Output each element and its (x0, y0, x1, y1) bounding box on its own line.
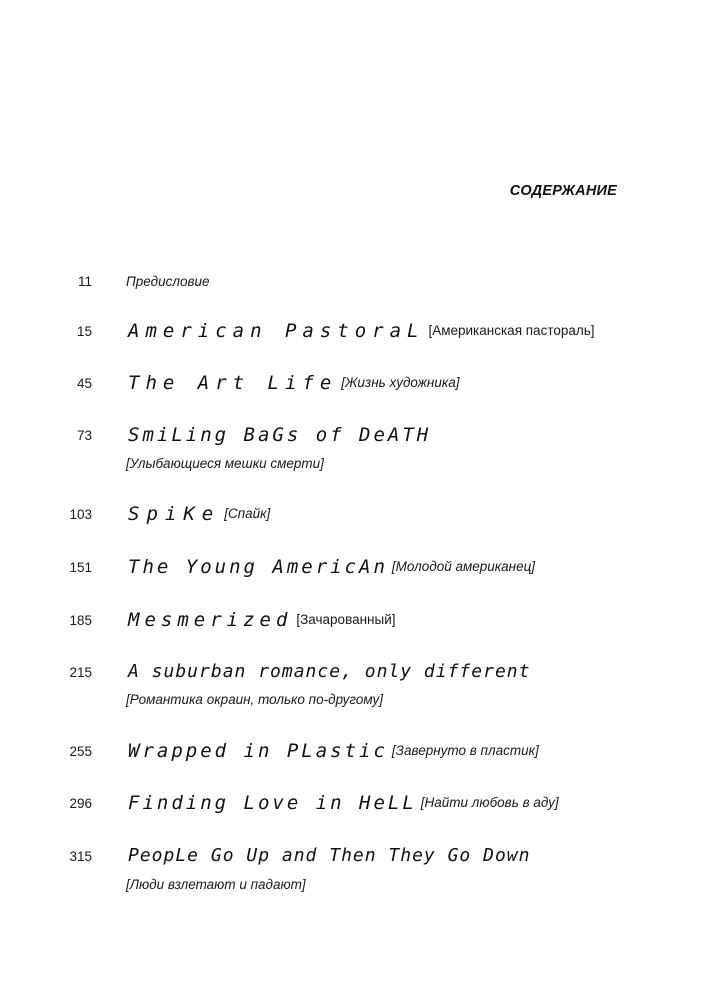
page-number: 11 (77, 274, 92, 289)
russian-title: [Завернуто в пластик] (391, 743, 539, 758)
page-number: 45 (76, 376, 92, 391)
russian-title: [Американская пастораль] (428, 323, 595, 338)
russian-title: [Романтика окраин, только по-другому] (126, 692, 384, 707)
handwritten-title: Finding Love in HeLL (128, 792, 417, 814)
handwritten-title: SpiKe (128, 503, 221, 525)
russian-title: [Зачарованный] (296, 612, 396, 627)
toc-heading: СОДЕРЖАНИЕ (509, 183, 617, 199)
russian-title: [Жизнь художника] (341, 375, 460, 390)
page-number: 296 (69, 796, 92, 811)
handwritten-title: American PastoraL (128, 320, 425, 342)
handwritten-title: SmiLing BaGs of DeATH (128, 424, 432, 446)
russian-title: [Молодой американец] (391, 559, 536, 574)
entry-title: Предисловие (126, 274, 210, 289)
handwritten-title: The Art Life (128, 372, 338, 394)
handwritten-title: Mesmerized (128, 609, 293, 631)
page-number: 103 (69, 507, 92, 522)
russian-title: [Люди взлетают и падают] (126, 877, 306, 892)
handwritten-title: The Young AmericAn (128, 556, 388, 578)
page-number: 315 (69, 849, 92, 864)
russian-title: [Найти любовь в аду] (420, 795, 559, 810)
handwritten-title: Wrapped in PLastic (128, 740, 388, 762)
page-number: 215 (69, 665, 92, 680)
russian-title: [Улыбающиеся мешки смерти] (126, 456, 324, 471)
page-number: 185 (69, 613, 92, 628)
page-number: 151 (69, 560, 92, 575)
page-number: 73 (76, 428, 92, 443)
handwritten-title: A suburban romance, only different (128, 661, 531, 682)
russian-title: [Спайк] (224, 506, 271, 521)
page-number: 255 (69, 744, 92, 759)
page-number: 15 (76, 324, 92, 339)
handwritten-title: PeopLe Go Up and Then They Go Down (128, 845, 531, 866)
